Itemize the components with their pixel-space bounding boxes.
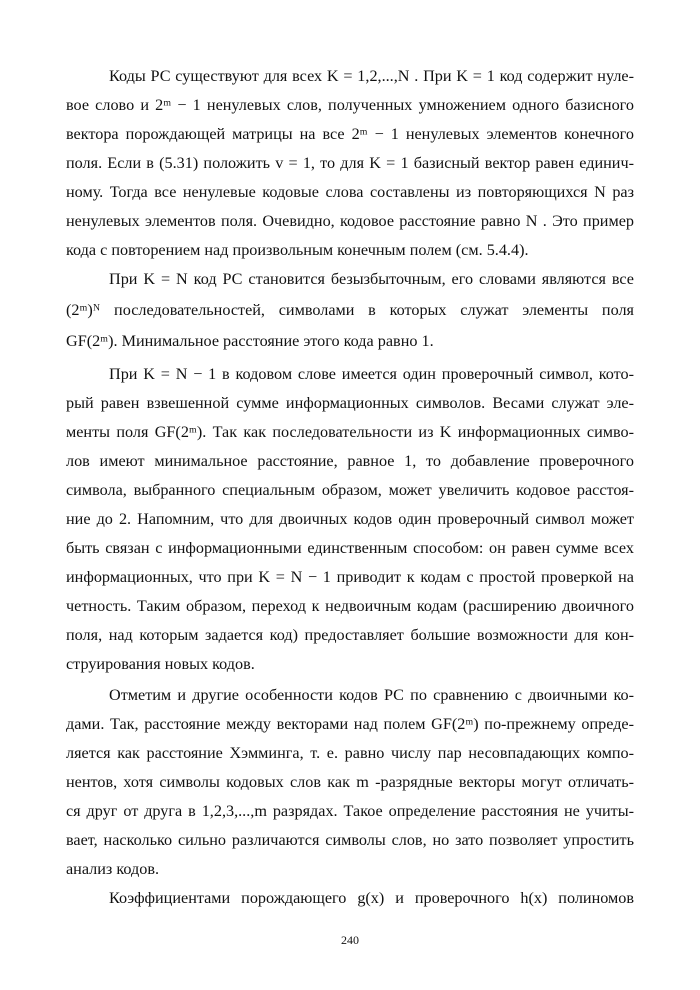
text-line: символа, выбранного специальным образом, может увеличить кодовое расстоя-	[66, 481, 634, 499]
text-line: При K = N − 1 в кодовом слове имеется один проверочный символ, кото-	[109, 365, 634, 383]
text-line: Коэффициентами порождающего g(x) и проверочного h(x) полиномов	[109, 889, 634, 907]
text-line: рый равен взвешенной сумме информационных символов. Весами служат эле-	[66, 394, 634, 412]
text-line: GF(2ᵐ). Минимальное расстояние этого кода равно 1.	[66, 332, 434, 350]
text-line: анализ кодов.	[66, 860, 160, 878]
text-line: ному. Тогда все ненулевые кодовые слова составлены из повторяющихся N раз	[66, 183, 634, 201]
text-line: ненулевых элементов поля. Очевидно, кодовое расстояние равно N . Это пример	[66, 212, 634, 230]
text-line: (2ᵐ)ᴺ последовательностей, символами в которых служат элементы поля	[66, 301, 634, 319]
text-line: быть связан с информационными единственным способом: он равен сумме всех	[66, 539, 634, 557]
text-line: нентов, хотя символы кодовых слов как m -разрядные векторы могут отличать-	[66, 773, 634, 791]
text-line: Отметим и другие особенности кодов РС по сравнению с двоичными ко-	[109, 686, 634, 704]
text-line: вое слово и 2ᵐ − 1 ненулевых слов, полученных умножением одного базисного	[66, 96, 634, 114]
text-line: лов имеют минимальное расстояние, равное 1, то добавление проверочного	[66, 452, 634, 470]
text-line: вектора порождающей матрицы на все 2ᵐ − 1 ненулевых элементов конечного	[66, 125, 634, 143]
text-line: Коды РС существуют для всех K = 1,2,...,N . При K = 1 код содержит нуле-	[109, 67, 634, 85]
text-line: ние до 2. Напомним, что для двоичных кодов один проверочный символ может	[66, 510, 634, 528]
text-line: поля. Если в (5.31) положить v = 1, то для K = 1 базисный вектор равен единич-	[66, 154, 634, 172]
page-number: 240	[341, 933, 359, 947]
text-line: менты поля GF(2ᵐ). Так как последовательности из K информационных симво-	[66, 423, 634, 441]
text-line: струирования новых кодов.	[66, 655, 255, 673]
text-line: информационных, что при K = N − 1 приводит к кодам с простой проверкой на	[66, 568, 634, 586]
text-line: кода с повторением над произвольным конечным полем (см. 5.4.4).	[66, 241, 529, 259]
text-line: четность. Таким образом, переход к недвоичным кодам (расширению двоичного	[66, 597, 634, 615]
text-line: При K = N код РС становится безызбыточным, его словами являются все	[109, 270, 634, 288]
text-line: поля, над которым задается код) предоставляет большие возможности для кон-	[66, 626, 634, 644]
text-line: ся друг от друга в 1,2,3,...,m разрядах. Такое определение расстояния не учиты-	[66, 802, 634, 820]
text-line: ляется как расстояние Хэмминга, т. е. равно числу пар несовпадающих компо-	[66, 744, 634, 762]
text-line: дами. Так, расстояние между векторами над полем GF(2ᵐ) по-прежнему опреде-	[66, 715, 634, 733]
text-line: вает, насколько сильно различаются символы слов, но зато позволяет упростить	[66, 831, 634, 849]
